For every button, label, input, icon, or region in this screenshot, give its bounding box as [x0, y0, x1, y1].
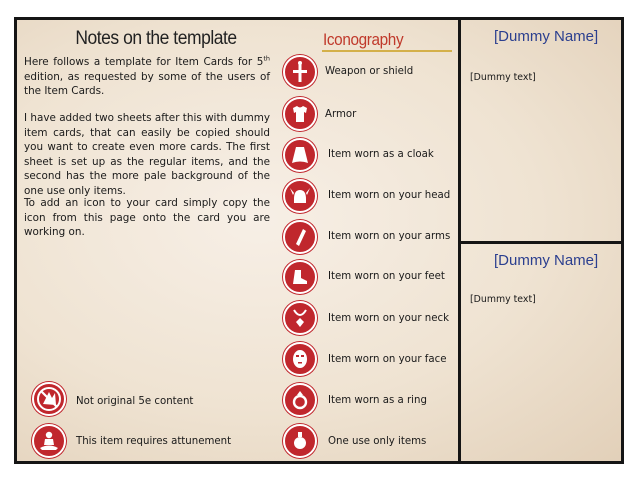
iconography-label-amulet: Item worn on your neck: [328, 313, 449, 324]
armor-icon: [283, 97, 317, 131]
amulet-icon: [283, 301, 317, 335]
iconography-label-bracer: Item worn on your arms: [328, 231, 451, 242]
card-1-text: [Dummy text]: [470, 72, 536, 83]
mask-icon: [283, 342, 317, 376]
iconography-label-helmet: Item worn on your head: [328, 190, 451, 201]
notes-title: Notes on the template: [75, 28, 237, 49]
iconography-label-cloak: Item worn as a cloak: [328, 149, 434, 160]
iconography-label-potion: One use only items: [328, 436, 427, 447]
helmet-icon: [283, 179, 317, 213]
card-1-name: [Dummy Name]: [494, 28, 599, 45]
cloak-icon: [283, 138, 317, 172]
iconography-title: Iconography: [323, 30, 404, 49]
not-original-icon: [32, 382, 66, 416]
attunement-icon: [32, 424, 66, 458]
weapon-icon: [283, 55, 317, 89]
legend-label-attunement: This item requires attunement: [76, 436, 232, 447]
bracer-icon: [283, 220, 317, 254]
iconography-label-weapon: Weapon or shield: [325, 66, 414, 77]
iconography-underline: [322, 50, 452, 52]
notes-paragraph-icons: To add an icon to your card simply copy the icon from this page onto the card you are working on.: [24, 197, 270, 239]
boot-icon: [283, 260, 317, 294]
card-2-name: [Dummy Name]: [494, 252, 599, 269]
notes-paragraph-intro: Here follows a template for Item Cards for 5th edition, as requested by some of the users of the Item Cards.: [24, 54, 270, 98]
card-2-text: [Dummy text]: [470, 294, 536, 305]
iconography-label-mask: Item worn on your face: [328, 354, 447, 365]
legend-label-not-original: Not original 5e content: [76, 396, 194, 407]
potion-icon: [283, 424, 317, 458]
ring-icon: [283, 383, 317, 417]
iconography-label-armor: Armor: [325, 109, 357, 120]
iconography-label-boot: Item worn on your feet: [328, 271, 445, 282]
iconography-label-ring: Item worn as a ring: [328, 395, 427, 406]
notes-paragraph-sheets: I have added two sheets after this with dummy item cards, that can easily be copied should you want to create even more cards. The first sheet is set up as the regular items, and the second has the more pale background of the one use only items.: [24, 112, 270, 197]
divider-horizontal: [458, 241, 624, 244]
